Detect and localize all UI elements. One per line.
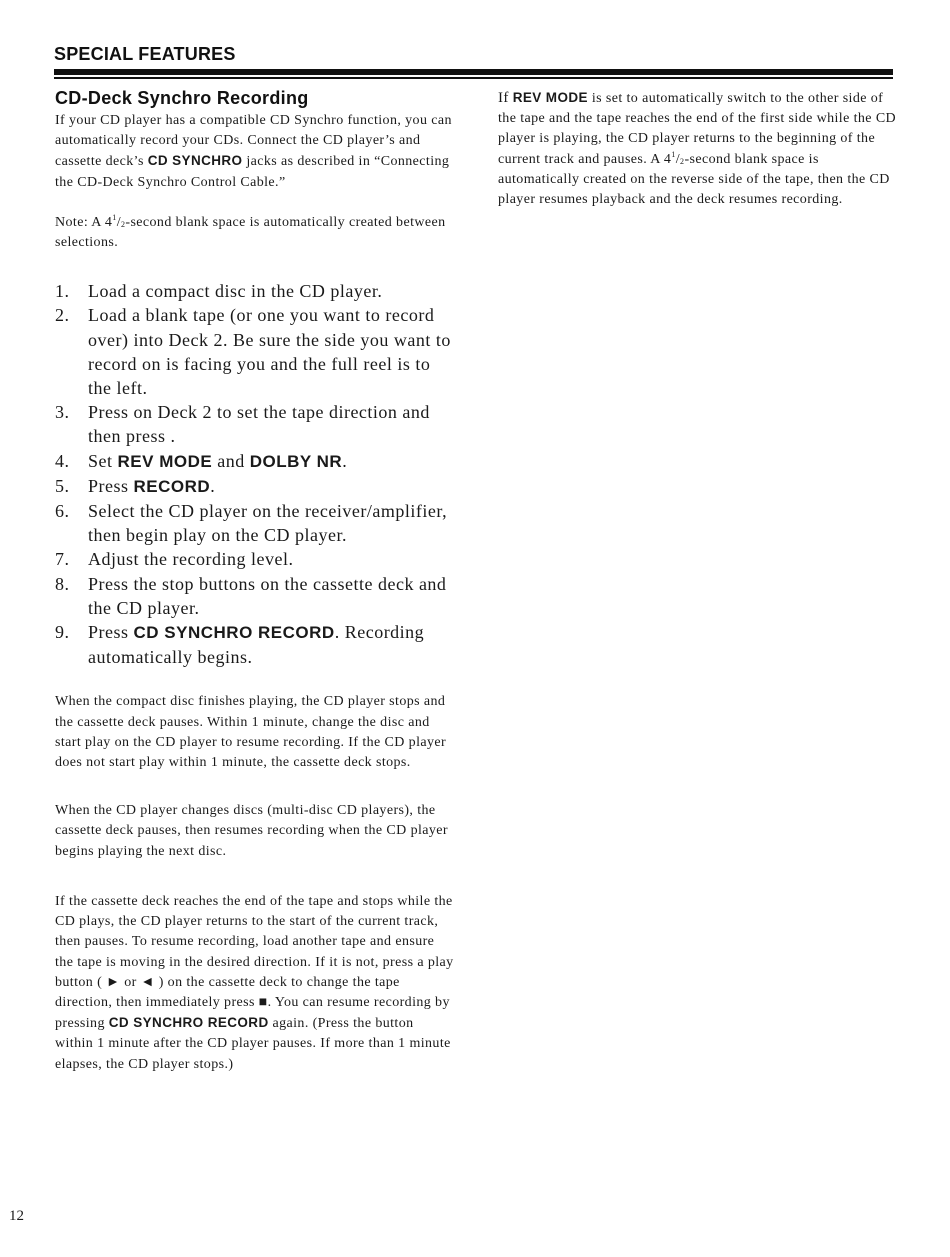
disc-finish-paragraph: When the compact disc finishes playing, the CD player stops and the cassette deck pauses. Within 1 minute, change the disc and start play on the CD player to resume recording. If the CD player does not start play within 1 minute, the cassette deck stops. [55, 694, 447, 771]
header-rule-thick [54, 69, 893, 75]
cd-synchro-record-label: CD SYNCHRO RECORD [108, 1015, 269, 1031]
fraction-numerator: 1 [671, 149, 676, 159]
step-item [55, 499, 455, 547]
cd-synchro-record-label: CD SYNCHRO RECORD [133, 623, 335, 643]
rev-mode-label: REV MODE [117, 451, 213, 471]
cd-synchro-label: CD SYNCHRO [147, 153, 243, 169]
tape-end-text-c: again. (Press the button within 1 minute after the CD player pauses. If more than 1 minute elapses, the CD player stops.) [55, 1016, 451, 1072]
intro-text-c: jacks as described in “Connecting the CD-Deck Synchro Control Cable.” [55, 154, 450, 190]
step-number: 6. [55, 501, 70, 522]
tape-end-text-a: If the cassette deck reaches the end of the tape and stops while the CD plays, the CD player returns to the start of the current track, then pauses. To resume recording, load another tape and ensure the tape is moving in the desired direction. If it is not, press a play button ( ► or ◄ ) on the cassette deck to change the tape direction, then immediately press ■. You can resume recording by pressing [55, 893, 454, 1032]
disc-change-paragraph: When the CD player changes discs (multi-disc CD players), the cassette deck pauses, then resumes recording when the CD player begins playing the next disc. [55, 803, 448, 859]
intro-paragraph [55, 111, 455, 193]
step-text-post: . [342, 450, 348, 471]
rev-mode-label: REV MODE [512, 90, 588, 105]
step-number: 7. [55, 549, 70, 570]
intro-text-a: If your CD player has a compatible CD Synchro function, you can automatically record your CDs. Connect the CD player’s and cassette deck’s [55, 113, 452, 170]
step-number: 8. [55, 573, 70, 594]
section-header: SPECIAL FEATURES [54, 44, 236, 64]
step-text-pre: Press [88, 475, 134, 496]
step-text-pre: Set [88, 450, 118, 471]
step-text: Press the stop buttons on the cassette deck and the CD player. [88, 573, 447, 618]
step-number: 5. [55, 475, 70, 496]
step-item [55, 449, 455, 474]
step-item [55, 547, 455, 571]
step-text: Adjust the recording level. [88, 549, 294, 570]
rev-mode-text-c: is set to automatically switch to the other side of the tape and the tape reaches the end of the first side while the CD player is playing, the CD player returns to the beginning of the current track and pauses. A 4 [498, 91, 897, 167]
note-fraction-numerator: 1 [112, 212, 117, 222]
step-item [55, 400, 455, 448]
left-column [55, 88, 455, 1075]
step-number: 2. [55, 305, 70, 326]
step-item [55, 474, 455, 499]
rev-mode-text-d: -second blank space is automatically created on the reverse side of the tape, then the CD player resumes playback and the deck resumes recording. [498, 151, 890, 208]
right-column [498, 88, 898, 210]
step-text-pre: Press [88, 622, 134, 643]
step-item [55, 620, 455, 669]
step-item [55, 572, 455, 620]
note-text-a: Note: A 4 [55, 214, 113, 230]
step-item [55, 279, 455, 303]
fraction-denominator: 2 [680, 156, 685, 166]
tape-end-paragraph [55, 892, 455, 1075]
step-text-post: . Recording automatically begins. [88, 622, 425, 668]
step-number: 1. [55, 281, 70, 302]
rev-mode-paragraph [498, 88, 898, 210]
step-text: Load a compact disc in the CD player. [88, 281, 383, 302]
record-label: RECORD [133, 476, 211, 496]
step-text: Press on Deck 2 to set the tape direction and then press . [88, 402, 430, 447]
header-rule-thin [54, 77, 893, 79]
step-item [55, 303, 455, 400]
dolby-nr-label: DOLBY NR [249, 451, 343, 471]
step-text-post: . [210, 475, 216, 496]
fraction-slash: / [675, 151, 681, 167]
step-number: 9. [55, 622, 70, 643]
rev-mode-text-a: If [498, 90, 509, 106]
note-text-b: -second blank space is automatically created between selections. [55, 214, 446, 251]
note-fraction-denominator: 2 [120, 219, 126, 229]
step-text: Load a blank tape (or one you want to record over) into Deck 2. Be sure the side you want to record on is facing you and the full reel is to the left. [88, 305, 451, 399]
step-number: 4. [55, 450, 70, 471]
steps-list [55, 279, 455, 669]
step-text: Select the CD player on the receiver/amplifier, then begin play on the CD player. [88, 501, 448, 546]
subsection-title: CD-Deck Synchro Recording [55, 88, 309, 108]
note-fraction-slash: / [116, 214, 121, 230]
step-number: 3. [55, 402, 70, 423]
step-text-mid: and [212, 450, 250, 471]
page-number: 12 [9, 1208, 24, 1224]
note-paragraph [55, 213, 455, 253]
